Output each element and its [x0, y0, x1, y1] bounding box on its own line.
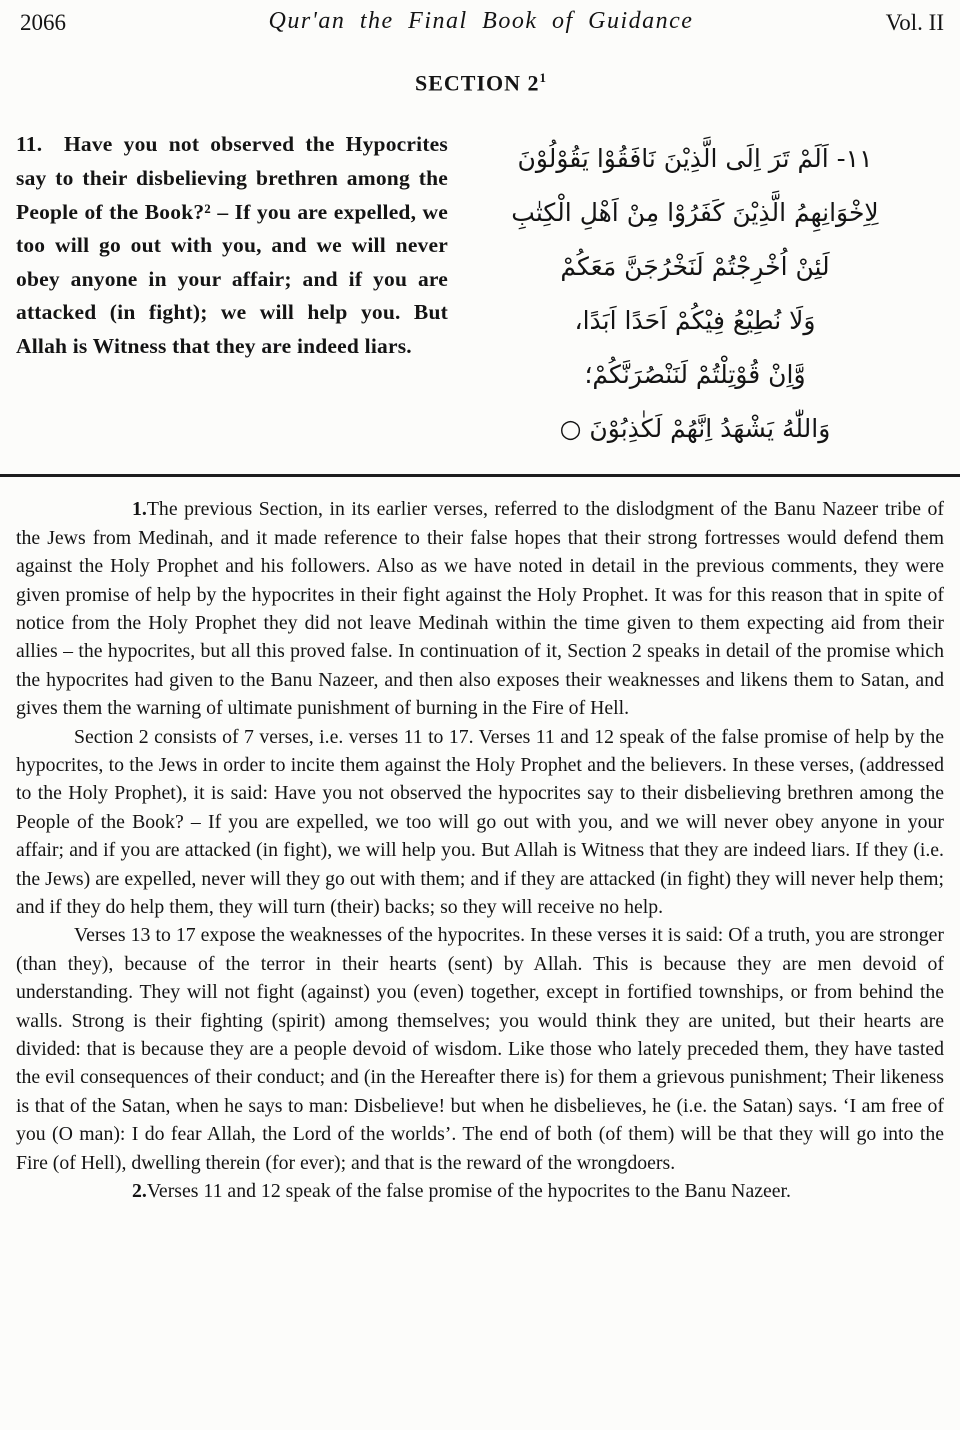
commentary — [16, 489, 946, 1205]
commentary-paragraph — [16, 723, 944, 922]
paragraph-text: Verses 13 to 17 expose the weaknesses of the hypocrites. In these verses it is said: Of a truth, you are stronger (than they), because of the terror in their hearts (sent) by Allah. This is because they are men devoid of understanding. They will not fight (against) you (even) together, except in fortified townships, or from behind the walls. Strong is their fighting (spirit) among themselves; you would think they are united, but their hearts are divided: that is because they are a people devoid of wisdom. Like those who lately preceded them, they have tasted the evil consequences of their conduct; and (in the Hereafter there is) for them a grievous punishment; Their likeness is that of the Satan, when he says to man: Disbelieve! but when he disbelieves, he (i.e. the Satan) says. ‘I am free of you (O man): I do fear Allah, the Lord of the worlds’. The end of both (of them) will be that they will go into the Fire (of Hell), dwelling therein (for ever); and that is the reward of the wrongdoers. — [16, 924, 944, 1174]
arabic-line: لَئِنْ اُخْرِجْتُمْ لَنَخْرُجَنَّ مَعَكُمْ — [560, 252, 830, 282]
section-title: SECTION 2 — [414, 70, 540, 96]
arabic-line: وَلَا نُطِيْعُ فِيْكُمْ اَحَدًا اَبَدًا، — [574, 306, 816, 336]
arabic-line: لِاِخْوَانِهِمُ الَّذِيْنَ كَفَرُوْا مِنْ اَهْلِ الْكِتٰبِ — [511, 198, 879, 228]
paragraph-text: Section 2 consists of 7 verses, i.e. verses 11 to 17. Verses 11 and 12 speak of the false promise of help by the hypocrites, to the Jews in order to incite them against the Holy Prophet and the believers. In these verses, (addressed to the Holy Prophet), it is said: Have you not observed the hypocrites say to their disbelieving brethren among the People of the Book? – If you are expelled, we too will go out with you, and we will never obey anyone in your affair; and if you are attacked (in fight), we will help you. But Allah is Witness that they are indeed liars. If they (i.e. the Jews) are expelled, never will they go out with them; and if they are attacked (in fight) they will never help them; and if they do help them, they will turn (their) backs; so they will receive no help. — [16, 725, 944, 919]
verse-arabic — [448, 128, 946, 456]
commentary-paragraph — [16, 495, 944, 722]
page-number: 2066 — [20, 10, 66, 35]
arabic-line: ۱۱- اَلَمْ تَرَ اِلَى الَّذِيْنَ نَافَقُوْا يَقُوْلُوْنَ — [517, 144, 873, 174]
section-heading — [16, 70, 946, 96]
divider-rule — [0, 474, 960, 477]
arabic-line: وَّاِنْ قُوْتِلْتُمْ لَنَنْصُرَنَّكُمْ؛ — [584, 360, 806, 390]
volume-label: Vol. II — [885, 10, 944, 35]
book-title: Qur'an the Final Book of Guidance — [268, 8, 694, 34]
running-header — [16, 8, 946, 44]
verse-block — [16, 128, 946, 456]
commentary-paragraph — [16, 921, 944, 1177]
paragraph-number: 2. — [132, 1180, 147, 1203]
paragraph-number: 1. — [132, 498, 147, 521]
section-footnote-ref: 1 — [539, 70, 548, 85]
paragraph-text: Verses 11 and 12 speak of the false promise of the hypocrites to the Banu Nazeer. — [146, 1180, 791, 1203]
arabic-line: وَاللّٰهُ يَشْهَدُ اِنَّهُمْ لَكٰذِبُوْنَ ○ — [559, 414, 831, 444]
commentary-paragraph — [16, 1177, 944, 1205]
verse-translation: 11. Have you not observed the Hypocrites say to their disbelieving brethren among the People of the Book?² – If you are expelled, we too will go out with you, and we will never obey anyone in your affair; and if you are attacked (in fight); we will help you. But Allah is Witness that they are indeed liars. — [16, 132, 448, 358]
paragraph-text: The previous Section, in its earlier verses, referred to the dislodgment of the Banu Nazeer tribe of the Jews from Medinah, and it made reference to their false hopes that their strong fortresses would defend them against the Holy Prophet and his followers. Also as we have noted in detail in the previous comments, they were given promise of help by the hypocrites in their fight against the Holy Prophet. It was for this reason that in spite of notice from the Holy Prophet they did not leave Medinah within the time given to them expecting aid from their allies – the hypocrites, but all this proved false. In continuation of it, Section 2 speaks in detail of the promise which the hypocrites had given to the Banu Nazeer, and then also exposes their weaknesses and likens them to Satan, and gives them the warning of ultimate punishment of burning in the Fire of Hell. — [16, 498, 944, 720]
